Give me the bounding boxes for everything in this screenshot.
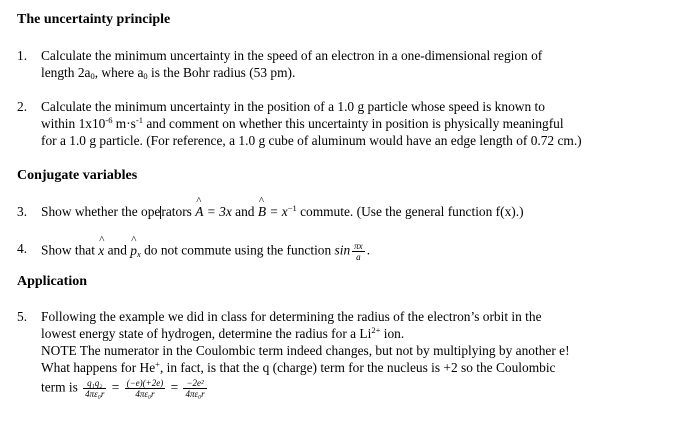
q4-text-b: do not commute using the function — [140, 242, 335, 258]
q1-text-c: is the Bohr radius (53 pm). — [147, 65, 296, 80]
q4-p-sub: x — [136, 248, 141, 259]
q5-he-charge: + — [155, 359, 160, 369]
q2-exp: -6 — [105, 115, 113, 125]
q1-sub-a: 0 — [90, 71, 95, 81]
question-2-line-3: for a 1.0 g particle. (For reference, a 1.0 g cube of aluminum would have an edge length of 0.72 cm.) — [41, 133, 582, 148]
coulomb-fraction-2 — [125, 378, 166, 399]
q4-fraction — [352, 241, 365, 262]
q3-text-a: Show whether the ope — [41, 204, 161, 219]
operator-x-hat: ^ x — [98, 243, 104, 259]
question-1-number: 1. — [17, 48, 28, 63]
q5-text-d: , in fact, is that the q (charge) term for the nucleus is +2 so the Coulombic — [159, 360, 556, 375]
q4-text-a: Show that — [41, 242, 99, 258]
q5-term-is: term is — [41, 379, 82, 395]
question-3-line — [41, 204, 524, 220]
q3-exp-b: −1 — [287, 203, 297, 213]
question-2-line-2 — [41, 116, 564, 132]
eq-2: = — [167, 379, 182, 395]
f2-num: (−e)(+2e) — [126, 378, 164, 388]
q1-text-b: , where a — [94, 65, 144, 80]
heading-application: Application — [17, 274, 88, 289]
operator-a-hat: ^ A — [195, 204, 203, 220]
eq-1: = — [108, 379, 123, 395]
q1-sub-b: 0 — [143, 71, 148, 81]
question-2-number: 2. — [17, 99, 28, 114]
question-4-line — [41, 241, 370, 262]
q4-sin: sin — [334, 242, 351, 258]
q5-text-a: lowest energy state of hydrogen, determine the radius for a Li — [41, 326, 372, 341]
q5-text-b: ion. — [380, 326, 405, 341]
q3-text-c: commute. (Use the general function f(x).) — [296, 204, 524, 219]
f3-num: −2e² — [183, 378, 206, 389]
f1-num: q₁q₂ — [83, 378, 106, 389]
q4-period: . — [366, 242, 371, 258]
q3-and: and — [231, 204, 258, 219]
operator-p-hat: ^ p — [130, 243, 137, 259]
q2-text-c: and comment on whether this uncertainty in position is physically meaningful — [142, 116, 564, 131]
q2-text-b: m·s — [112, 116, 136, 131]
coulomb-fraction-1 — [83, 378, 106, 399]
f3-den: 4πε₀r — [185, 389, 205, 399]
q3-eq-a: = 3x — [203, 204, 232, 219]
heading-conjugate-variables: Conjugate variables — [17, 168, 138, 183]
question-4-number: 4. — [17, 241, 28, 256]
question-5-line-5 — [41, 378, 209, 399]
q2-exp2: -1 — [135, 115, 143, 125]
question-3-number: 3. — [17, 204, 28, 219]
question-5-number: 5. — [17, 309, 28, 324]
q3-eq-b: = x — [266, 204, 288, 219]
q4-and: and — [104, 242, 131, 258]
question-5-line-2 — [41, 326, 404, 342]
q2-text-a: within 1x10 — [41, 116, 106, 131]
q3-text-b: rators — [161, 204, 196, 219]
q5-li-charge: 2+ — [371, 325, 381, 335]
q5-text-c: What happens for He — [41, 360, 156, 375]
q1-text-a: length 2a — [41, 65, 91, 80]
question-5-line-1: Following the example we did in class for determining the radius of the electron’s orbit in the — [41, 309, 542, 324]
heading-uncertainty-principle: The uncertainty principle — [17, 12, 171, 27]
question-2-line-1: Calculate the minimum uncertainty in the position of a 1.0 g particle whose speed is known to — [41, 99, 545, 114]
f1-den: 4πε₀r — [85, 389, 105, 399]
question-5-line-3: NOTE The numerator in the Coulombic term indeed changes, but not by multiplying by another e! — [41, 343, 570, 358]
question-1-line-1: Calculate the minimum uncertainty in the speed of an electron in a one-dimensional region of — [41, 48, 543, 63]
question-5-line-4 — [41, 360, 556, 376]
q4-frac-den: a — [356, 252, 361, 262]
operator-b-hat: ^ B — [258, 204, 266, 220]
coulomb-fraction-3 — [183, 378, 206, 399]
q4-frac-num: πx — [354, 241, 363, 251]
question-1-line-2 — [41, 65, 295, 81]
f2-den: 4πε₀r — [135, 389, 155, 399]
